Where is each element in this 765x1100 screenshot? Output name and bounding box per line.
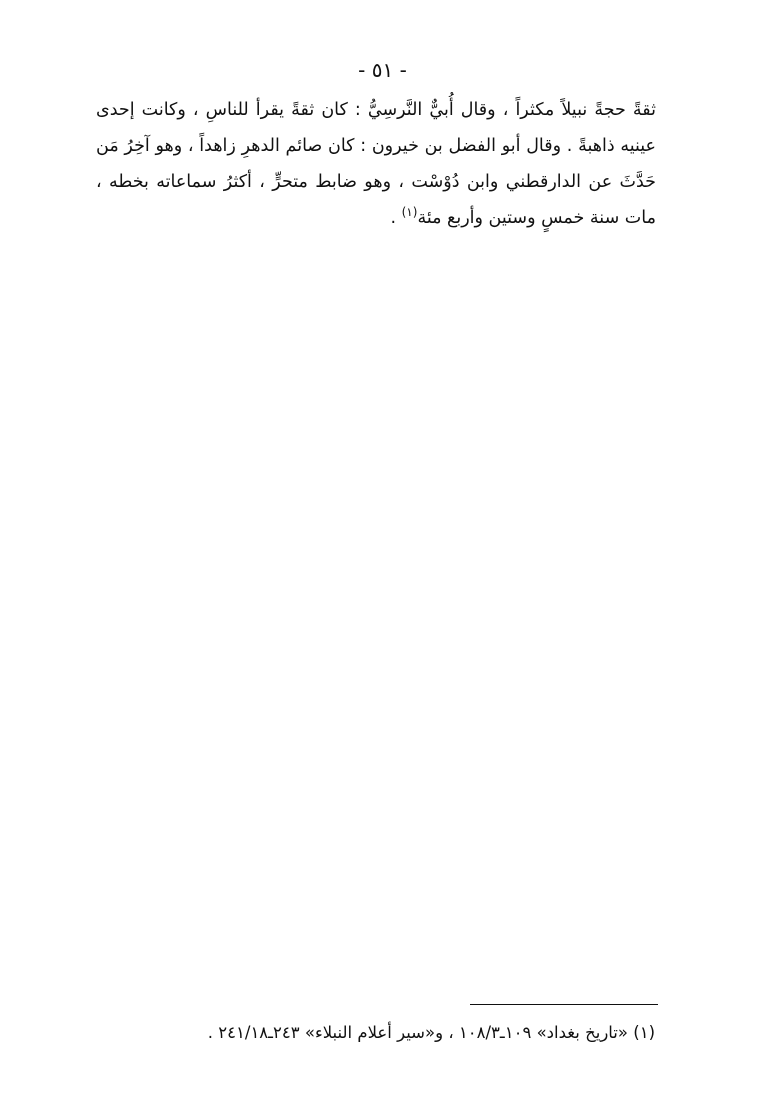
footnote-reference[interactable]: (١) (401, 205, 418, 220)
body-line-4 (96, 200, 656, 236)
body-line-3: حَدَّثَ عن الدارقطني وابن دُوْسْت ، وهو ضابط متحرٍّ ، أكثرُ سماعاته بخطه ، (96, 172, 656, 192)
body-line-2: عينيه ذاهبةً . وقال أبو الفضل بن خيرون : كان صائم الدهرِ زاهداً ، وهو آخِرُ مَن (96, 136, 656, 156)
body-line-1: ثقةً حجةً نبيلاً مكثراً ، وقال أُبيٌّ النَّرسِيُّ : كان ثقةً يقرأ للناسِ ، وكانت إحدى (96, 100, 656, 120)
body-line-4-end: . (390, 208, 402, 228)
body-text (96, 92, 656, 236)
body-line-4-text: مات سنة خمسٍ وستين وأربع مئة (417, 208, 656, 228)
footnote-divider (470, 1004, 658, 1005)
footnote: (١) «تاريخ بغداد» ١٠٩ـ١٠٨/٣ ، و«سير أعلام النبلاء» ٢٤٣ـ٢٤١/١٨ . (207, 1023, 655, 1042)
page-number: - ٥١ - (358, 58, 407, 82)
